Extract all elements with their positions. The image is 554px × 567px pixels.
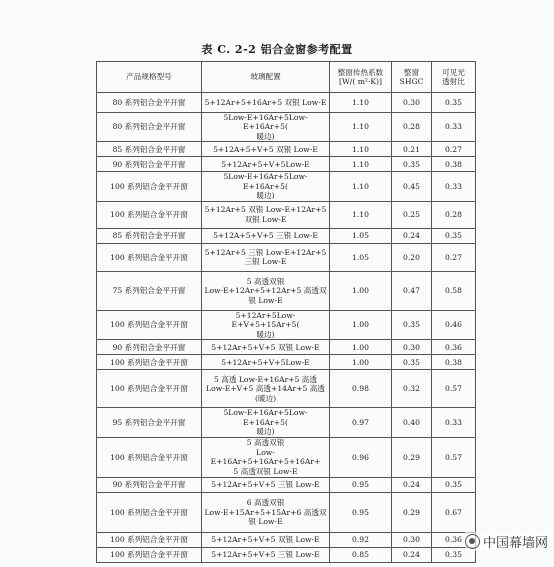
table-row <box>97 93 476 113</box>
table-row <box>97 370 476 408</box>
cell-shgc: 0.24 <box>392 477 432 492</box>
table-row <box>97 157 476 172</box>
cell-glass-config: 5Low-E+16Ar+5Low-E+16Ar+5( 暖边) <box>202 408 330 437</box>
cell-glass-config: 5+12Ar+5+V+5 三银 Low-E <box>202 547 330 562</box>
cell-u-value: 1.10 <box>330 157 392 172</box>
cell-visible-transmittance: 0.57 <box>432 370 476 408</box>
table-row <box>97 547 476 562</box>
header-u-value: 整窗传热系数 [W/( m²·K)] <box>330 62 392 93</box>
cell-model: 90 系列铝合金平开窗 <box>97 477 202 492</box>
table-row <box>97 408 476 437</box>
cell-visible-transmittance: 0.57 <box>432 437 476 477</box>
cell-glass-config: 5+12A+5+V+5 双银 Low-E <box>202 142 330 157</box>
cell-u-value: 0.95 <box>330 477 392 492</box>
cell-visible-transmittance: 0.38 <box>432 355 476 370</box>
cell-visible-transmittance: 0.35 <box>432 228 476 243</box>
cell-u-value: 1.10 <box>330 93 392 113</box>
cell-u-value: 1.05 <box>330 228 392 243</box>
cell-u-value: 0.96 <box>330 437 392 477</box>
cell-shgc: 0.24 <box>392 228 432 243</box>
cell-model: 75 系列铝合金平开窗 <box>97 271 202 310</box>
cell-shgc: 0.21 <box>392 142 432 157</box>
cell-glass-config: 5+12A+5+V+5 三银 Low-E <box>202 228 330 243</box>
table-row <box>97 532 476 547</box>
cell-glass-config: 5+12Ar+5Low-E+V+5+15Ar+5( 暖边) <box>202 310 330 339</box>
table-row <box>97 492 476 532</box>
cell-model: 100 系列铝合金平开窗 <box>97 370 202 408</box>
cell-glass-config: 5+12Ar+5+16Ar+5 双银 Low-E <box>202 93 330 113</box>
cell-model: 100 系列铝合金平开窗 <box>97 201 202 228</box>
cell-shgc: 0.30 <box>392 340 432 355</box>
cell-visible-transmittance: 0.67 <box>432 492 476 532</box>
cell-visible-transmittance: 0.35 <box>432 93 476 113</box>
cell-u-value: 1.10 <box>330 142 392 157</box>
cell-model: 100 系列铝合金平开窗 <box>97 547 202 562</box>
cell-visible-transmittance: 0.27 <box>432 243 476 271</box>
cell-glass-config: 5+12Ar+5 三银 Low-E+12Ar+5 三银 Low-E <box>202 243 330 271</box>
cell-u-value: 0.98 <box>330 370 392 408</box>
table-row <box>97 340 476 355</box>
cell-shgc: 0.28 <box>392 113 432 142</box>
table-row <box>97 355 476 370</box>
cell-model: 100 系列铝合金平开窗 <box>97 243 202 271</box>
table-row <box>97 243 476 271</box>
cell-shgc: 0.29 <box>392 437 432 477</box>
cell-glass-config: 5 高透 Low-E+16Ar+5 高透 Low-E+V+5 高透+14Ar+5 高透 (暖边) <box>202 370 330 408</box>
table-row <box>97 310 476 339</box>
cell-visible-transmittance: 0.36 <box>432 340 476 355</box>
table-row <box>97 271 476 310</box>
cell-shgc: 0.30 <box>392 532 432 547</box>
cell-glass-config: 5+12Ar+5+V+5 三银 Low-E <box>202 477 330 492</box>
cell-visible-transmittance: 0.35 <box>432 547 476 562</box>
table-row <box>97 172 476 201</box>
table-row <box>97 201 476 228</box>
window-config-table <box>96 61 476 563</box>
cell-visible-transmittance: 0.58 <box>432 271 476 310</box>
cell-visible-transmittance: 0.36 <box>432 532 476 547</box>
cell-model: 85 系列铝合金平开窗 <box>97 228 202 243</box>
cell-visible-transmittance: 0.33 <box>432 408 476 437</box>
cell-u-value: 1.05 <box>330 243 392 271</box>
cell-model: 90 系列铝合金平开窗 <box>97 340 202 355</box>
cell-u-value: 0.97 <box>330 408 392 437</box>
header-glass: 玻璃配置 <box>202 62 330 93</box>
cell-shgc: 0.47 <box>392 271 432 310</box>
cell-model: 100 系列铝合金平开窗 <box>97 437 202 477</box>
cell-shgc: 0.24 <box>392 547 432 562</box>
header-shgc: 整窗 SHGC <box>392 62 432 93</box>
cell-shgc: 0.32 <box>392 370 432 408</box>
cell-shgc: 0.35 <box>392 157 432 172</box>
cell-shgc: 0.35 <box>392 310 432 339</box>
watermark-text: 中国幕墙网 <box>482 536 548 551</box>
cell-model: 100 系列铝合金平开窗 <box>97 492 202 532</box>
cell-glass-config: 5Low-E+16Ar+5Low-E+16Ar+5( 暖边) <box>202 113 330 142</box>
site-watermark <box>465 532 548 551</box>
cell-model: 85 系列铝合金平开窗 <box>97 142 202 157</box>
cell-shgc: 0.30 <box>392 93 432 113</box>
cell-glass-config: 5+12Ar+5+V+5Low-E <box>202 157 330 172</box>
cell-glass-config: 5+12Ar+5+V+5 双银 Low-E <box>202 532 330 547</box>
cell-model: 95 系列铝合金平开窗 <box>97 408 202 437</box>
cell-u-value: 1.10 <box>330 201 392 228</box>
cell-u-value: 1.10 <box>330 172 392 201</box>
cell-glass-config: 5 高透双银 Low-E+12Ar+5+12Ar+5 高透双 银 Low-E <box>202 271 330 310</box>
cell-shgc: 0.25 <box>392 201 432 228</box>
cell-glass-config: 5+12Ar+5 双银 Low-E+12Ar+5 双银 Low-E <box>202 201 330 228</box>
cell-u-value: 1.00 <box>330 340 392 355</box>
cell-visible-transmittance: 0.35 <box>432 477 476 492</box>
cell-visible-transmittance: 0.27 <box>432 142 476 157</box>
table-row <box>97 228 476 243</box>
cell-glass-config: 5+12Ar+5+V+5Low-E <box>202 355 330 370</box>
cell-u-value: 1.10 <box>330 113 392 142</box>
cell-u-value: 0.92 <box>330 532 392 547</box>
cell-glass-config: 5+12Ar+5+V+5 双银 Low-E <box>202 340 330 355</box>
cell-shgc: 0.29 <box>392 492 432 532</box>
table-row <box>97 142 476 157</box>
cell-u-value: 0.95 <box>330 492 392 532</box>
table-row <box>97 437 476 477</box>
cell-u-value: 1.00 <box>330 310 392 339</box>
table-header-row <box>97 62 476 93</box>
cell-shgc: 0.35 <box>392 355 432 370</box>
cell-glass-config: 5 高透双银 Low-E+16Ar+5+16Ar+5+16Ar+ 5 高透双银 Low-E <box>202 437 330 477</box>
header-model: 产品规格型号 <box>97 62 202 93</box>
cell-visible-transmittance: 0.38 <box>432 157 476 172</box>
cell-model: 100 系列铝合金平开窗 <box>97 172 202 201</box>
cell-shgc: 0.20 <box>392 243 432 271</box>
cell-visible-transmittance: 0.46 <box>432 310 476 339</box>
cell-visible-transmittance: 0.33 <box>432 113 476 142</box>
cell-shgc: 0.45 <box>392 172 432 201</box>
table-row <box>97 477 476 492</box>
cell-glass-config: 6 高透双银 Low-E+15Ar+5+15Ar+6 高透双 银 Low-E <box>202 492 330 532</box>
table-title: 表 C. 2-2 铝合金窗参考配置 <box>201 43 353 56</box>
cell-glass-config: 5Low-E+16Ar+5Low-E+16Ar+5( 暖边) <box>202 172 330 201</box>
cell-u-value: 1.00 <box>330 271 392 310</box>
cell-model: 80 系列铝合金平开窗 <box>97 113 202 142</box>
table-row <box>97 113 476 142</box>
cell-model: 100 系列铝合金平开窗 <box>97 310 202 339</box>
cell-model: 90 系列铝合金平开窗 <box>97 157 202 172</box>
header-visible-transmittance: 可见光 透射比 <box>432 62 476 93</box>
cell-visible-transmittance: 0.33 <box>432 172 476 201</box>
watermark-logo-icon <box>465 534 480 549</box>
cell-u-value: 1.00 <box>330 355 392 370</box>
cell-model: 100 系列铝合金平开窗 <box>97 355 202 370</box>
cell-visible-transmittance: 0.28 <box>432 201 476 228</box>
cell-model: 100 系列铝合金平开窗 <box>97 532 202 547</box>
cell-u-value: 0.85 <box>330 547 392 562</box>
cell-shgc: 0.40 <box>392 408 432 437</box>
cell-model: 80 系列铝合金平开窗 <box>97 93 202 113</box>
